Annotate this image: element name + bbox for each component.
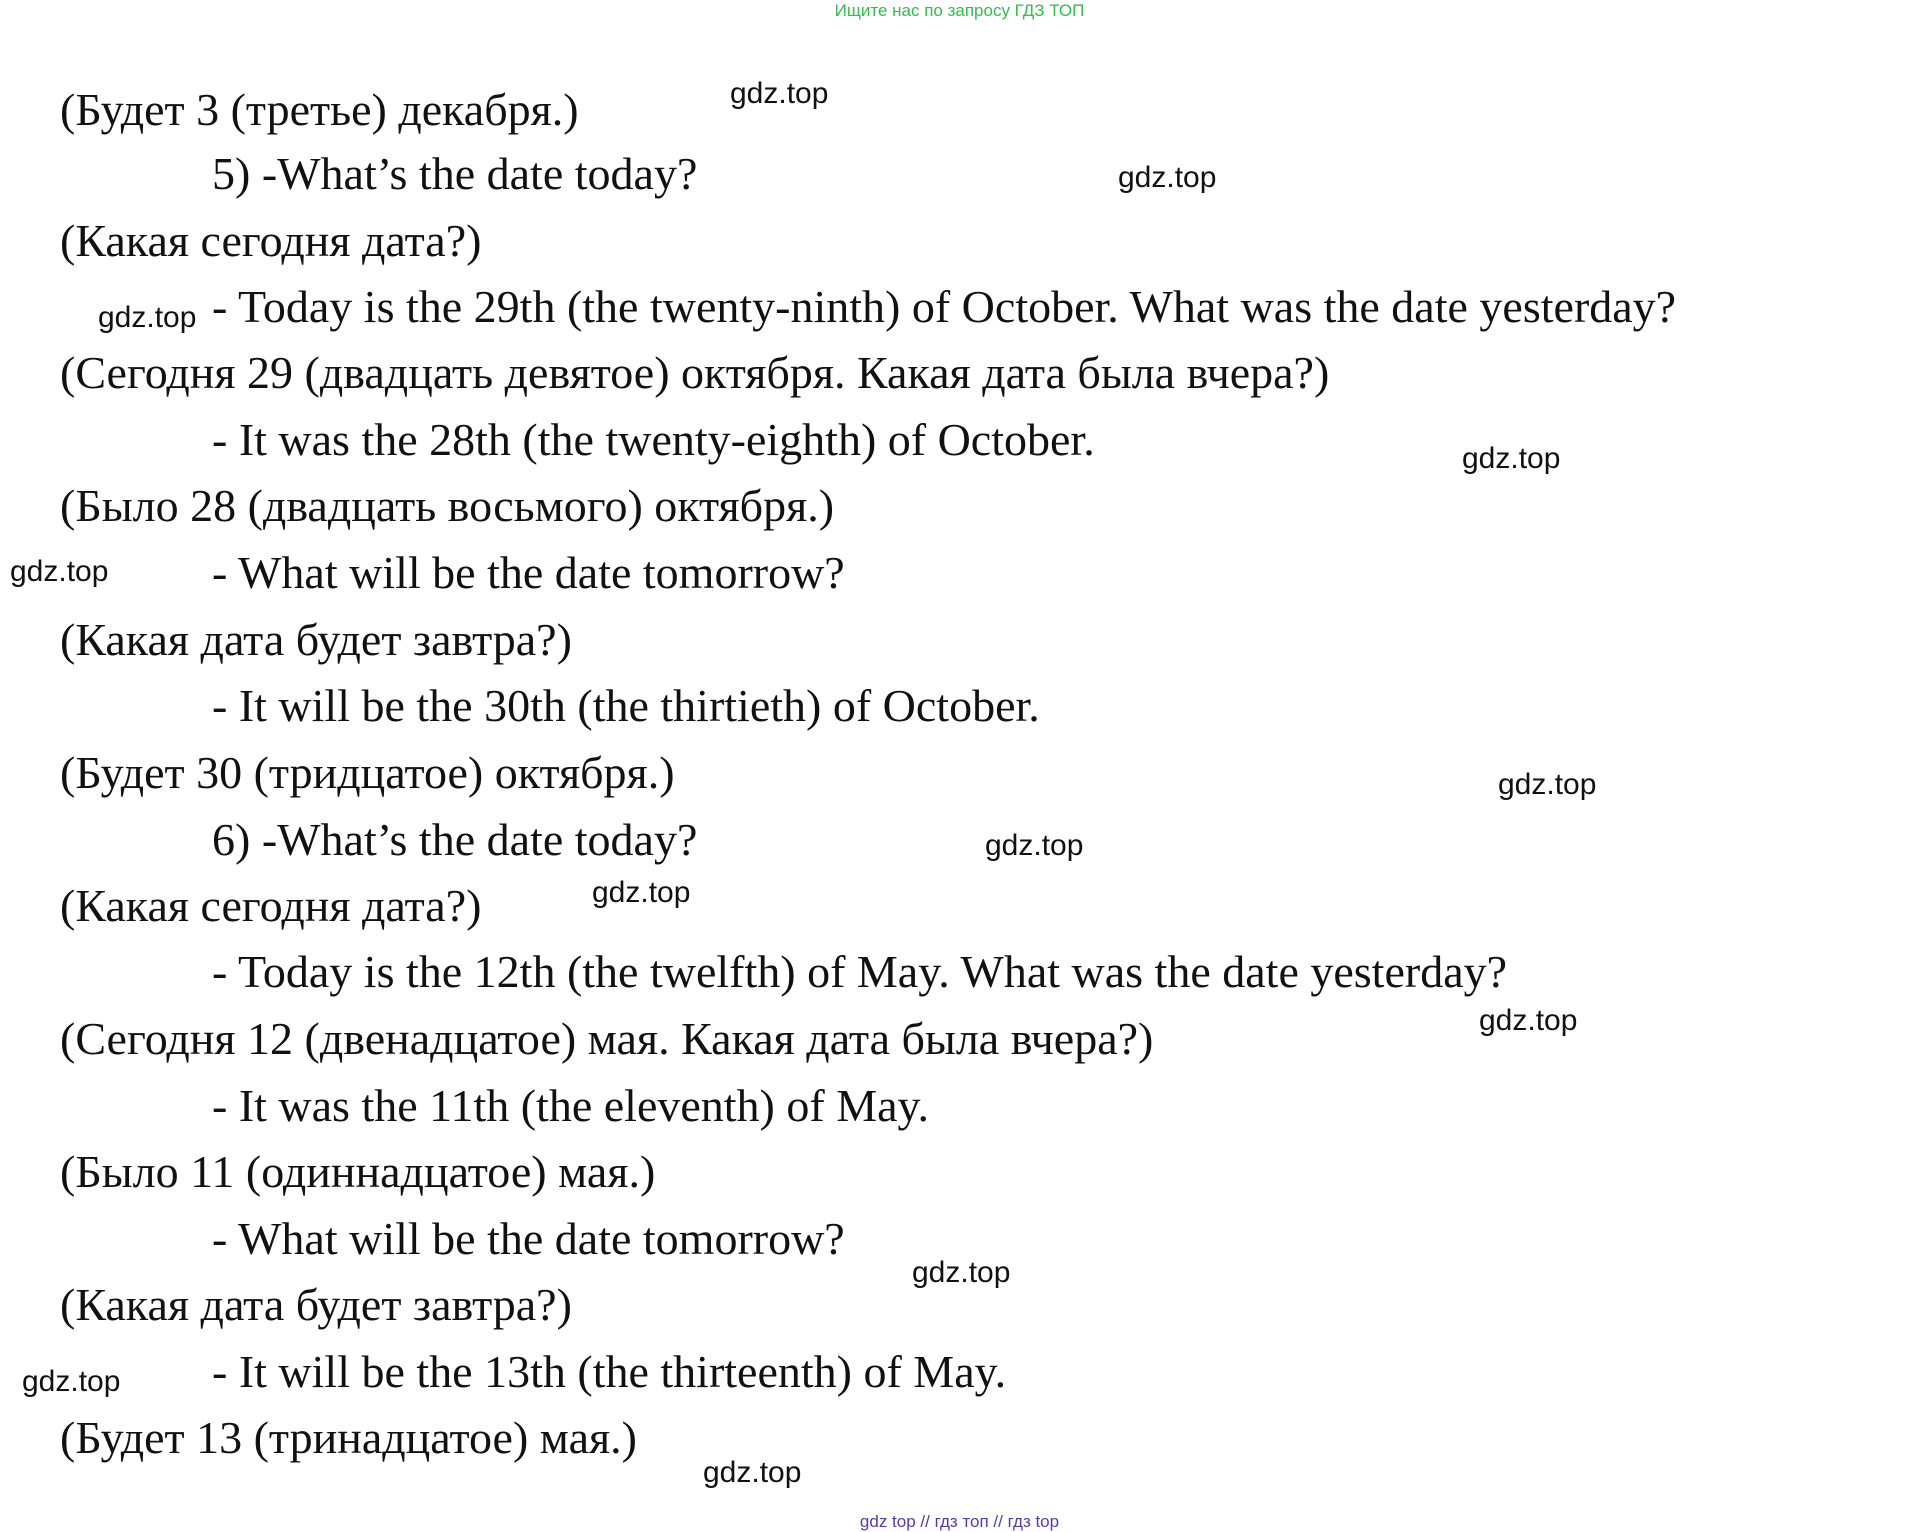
- watermark: gdz.top: [730, 77, 829, 110]
- watermark: gdz.top: [1479, 1004, 1578, 1037]
- text-line-4: - Today is the 29th (the twenty-ninth) of October. What was the date yesterday?: [212, 281, 1677, 332]
- text-line-15: (Сегодня 12 (двенадцатое) мая. Какая дата была вчера?): [60, 1013, 1154, 1064]
- text-line-5: (Сегодня 29 (двадцать девятое) октября. Какая дата была вчера?): [60, 347, 1330, 398]
- watermark: gdz.top: [912, 1256, 1011, 1289]
- text-line-8: - What will be the date tomorrow?: [212, 547, 845, 598]
- text-line-19: (Какая дата будет завтра?): [60, 1279, 572, 1330]
- watermark: gdz.top: [1498, 768, 1597, 801]
- watermark: gdz.top: [98, 301, 197, 334]
- text-line-17: (Было 11 (одиннадцатое) мая.): [60, 1146, 656, 1197]
- footer-note: gdz top // гдз топ // гдз top: [859, 1512, 1060, 1531]
- text-line-18: - What will be the date tomorrow?: [212, 1213, 845, 1264]
- text-line-2: 5) -What’s the date today?: [212, 148, 698, 199]
- text-line-12: 6) -What’s the date today?: [212, 814, 698, 865]
- text-line-11: (Будет 30 (тридцатое) октября.): [60, 747, 675, 798]
- watermark: gdz.top: [10, 555, 109, 588]
- text-line-10: - It will be the 30th (the thirtieth) of October.: [212, 680, 1040, 731]
- text-line-14: - Today is the 12th (the twelfth) of May. What was the date yesterday?: [212, 946, 1508, 997]
- text-line-20: - It will be the 13th (the thirteenth) of May.: [212, 1346, 1007, 1397]
- watermark: gdz.top: [592, 876, 691, 909]
- text-line-7: (Было 28 (двадцать восьмого) октября.): [60, 480, 835, 531]
- text-line-21: (Будет 13 (тринадцатое) мая.): [60, 1412, 637, 1463]
- text-line-3: (Какая сегодня дата?): [60, 215, 482, 266]
- watermark: gdz.top: [1118, 161, 1217, 194]
- header-search-note: Ищите нас по запросу ГДЗ ТОП: [834, 1, 1085, 20]
- text-line-6: - It was the 28th (the twenty-eighth) of October.: [212, 414, 1095, 465]
- text-line-16: - It was the 11th (the eleventh) of May.: [212, 1080, 930, 1131]
- watermark: gdz.top: [703, 1456, 802, 1489]
- text-line-13: (Какая сегодня дата?): [60, 880, 482, 931]
- watermark: gdz.top: [22, 1365, 121, 1398]
- watermark: gdz.top: [985, 829, 1084, 862]
- text-line-1: (Будет 3 (третье) декабря.): [60, 84, 579, 135]
- watermark: gdz.top: [1462, 442, 1561, 475]
- text-line-9: (Какая дата будет завтра?): [60, 614, 572, 665]
